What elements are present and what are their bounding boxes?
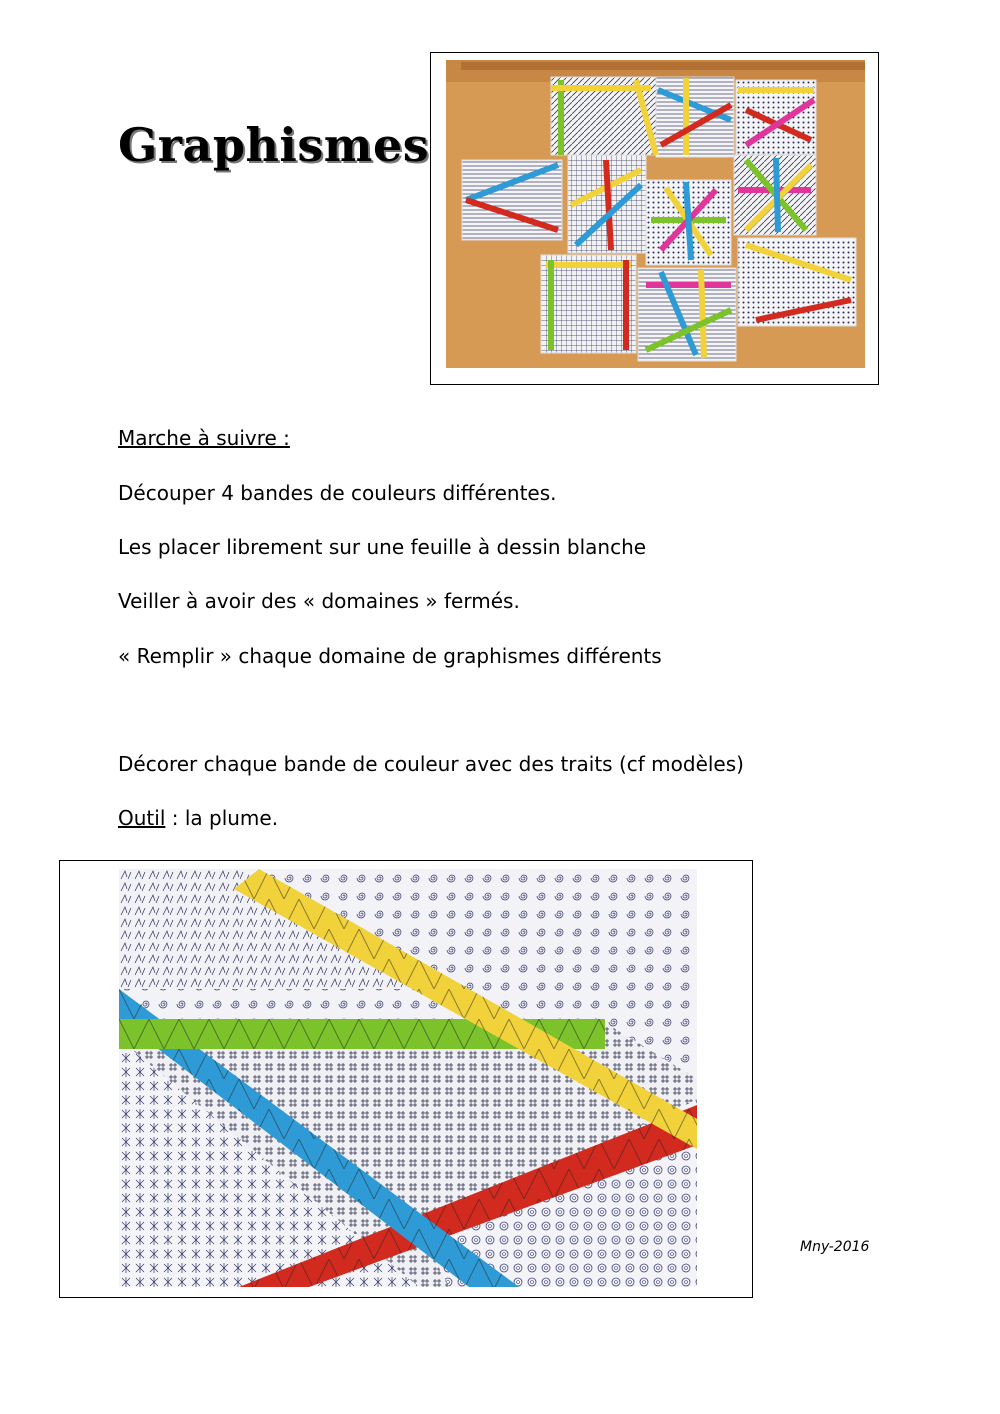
step-3: Veiller à avoir des « domaines » fermés.: [118, 589, 520, 613]
tool-value: : la plume.: [165, 806, 279, 830]
gallery-photo: [446, 60, 865, 368]
step-2: Les placer librement sur une feuille à dessin blanche: [118, 535, 647, 559]
tool-line: [118, 806, 278, 830]
closeup-photo: [119, 869, 697, 1287]
signature: Mny-2016: [800, 1239, 870, 1255]
step-1: Découper 4 bandes de couleurs différentes.: [118, 481, 557, 505]
instructions-heading: Marche à suivre :: [118, 426, 290, 450]
tool-label: Outil: [118, 806, 166, 830]
step-4: « Remplir » chaque domaine de graphismes différents: [118, 644, 662, 668]
closeup-photo-frame: [59, 860, 753, 1298]
page-title: Graphismes: [118, 118, 430, 172]
gallery-photo-frame: [430, 52, 879, 385]
decorate-instruction: Décorer chaque bande de couleur avec des traits (cf modèles): [118, 752, 744, 776]
